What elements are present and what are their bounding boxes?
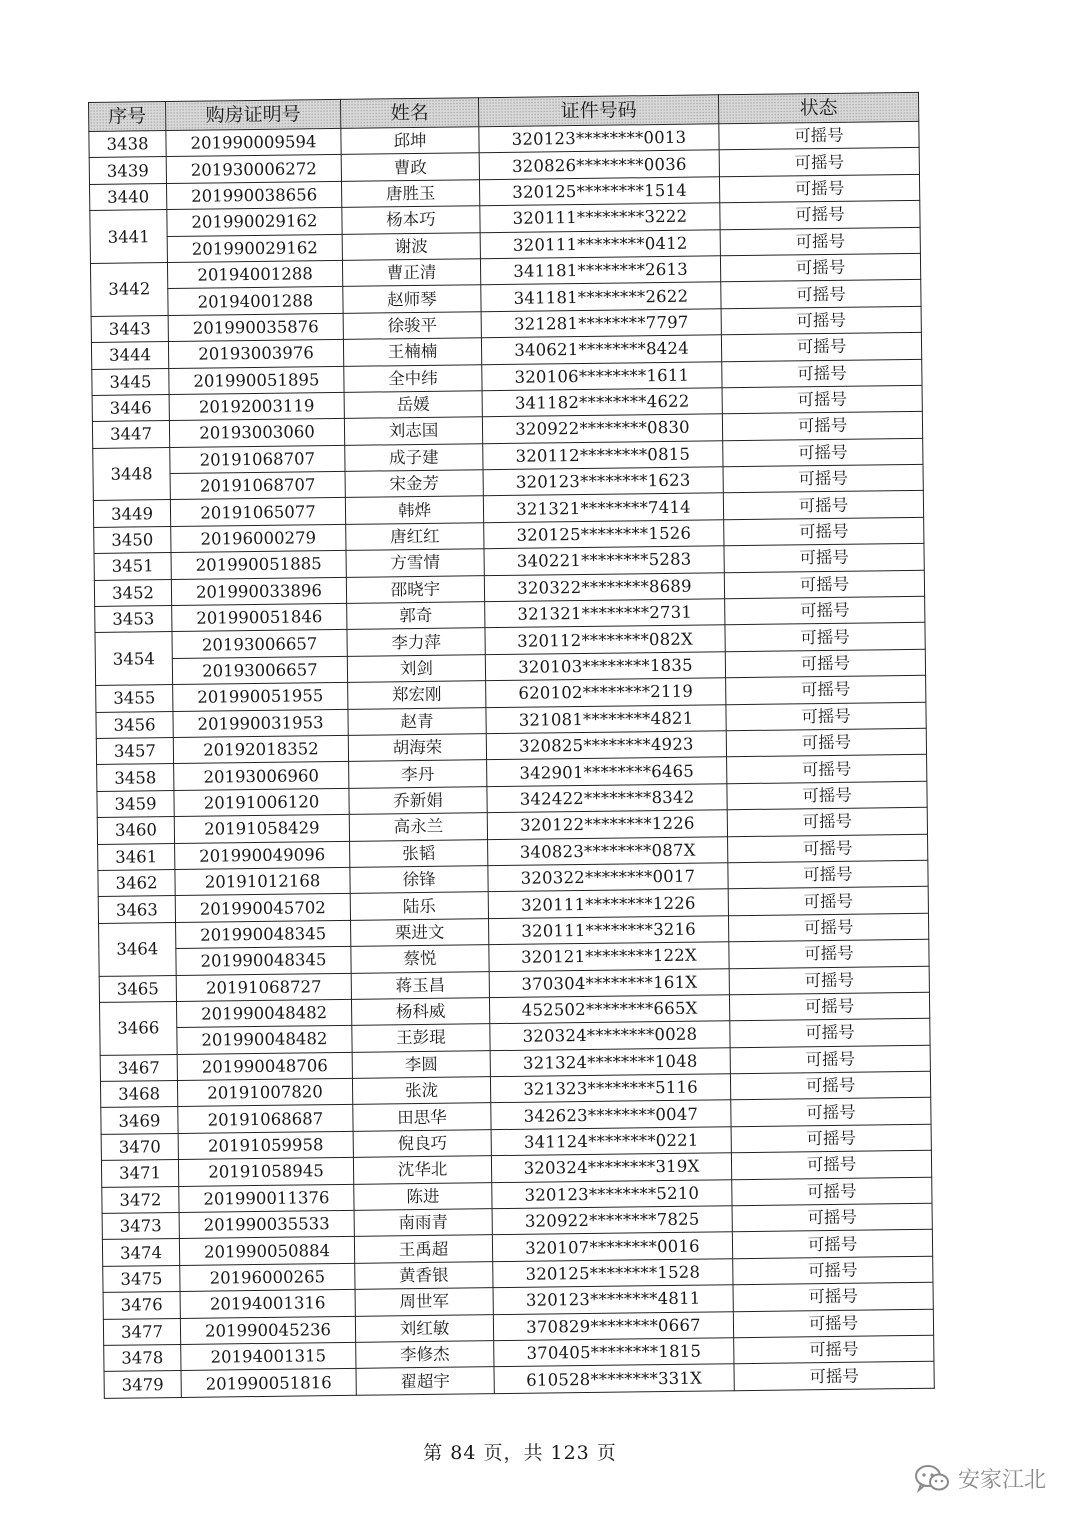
row-seq: 3451 [94, 553, 171, 580]
certificate-no-cell: 201990029162 [167, 208, 342, 237]
row-seq: 3450 [94, 526, 171, 553]
certificate-no-cell: 20191058945 [178, 1158, 353, 1187]
status-cell: 可摇号 [728, 913, 928, 942]
certificate-no-cell: 201990038656 [166, 181, 341, 210]
name-cell: 邱坤 [341, 127, 479, 155]
id-number-cell: 320123********0013 [479, 124, 719, 153]
row-seq: 3456 [96, 711, 173, 738]
certificate-no-cell: 201990035876 [168, 313, 343, 342]
certificate-no-cell: 20191007820 [177, 1078, 352, 1107]
status-cell: 可摇号 [734, 1335, 934, 1364]
certificate-no-cell: 20193006657 [172, 630, 347, 659]
row-seq: 3441 [90, 210, 168, 264]
row-seq: 3452 [94, 579, 171, 606]
status-cell: 可摇号 [721, 306, 921, 335]
status-cell: 可摇号 [729, 992, 929, 1021]
id-number-cell: 320123********4811 [493, 1285, 733, 1314]
status-cell: 可摇号 [734, 1362, 934, 1391]
name-cell: 李丹 [349, 760, 487, 788]
status-cell: 可摇号 [720, 201, 920, 230]
certificate-no-cell: 201990051955 [173, 683, 348, 712]
id-number-cell: 452502********665X [489, 995, 729, 1024]
name-cell: 唐胜玉 [341, 180, 479, 208]
name-cell: 刘剑 [347, 655, 485, 683]
name-cell: 周世军 [355, 1288, 493, 1316]
certificate-no-cell: 201990051895 [169, 366, 344, 395]
status-cell: 可摇号 [723, 438, 923, 467]
status-cell: 可摇号 [732, 1230, 932, 1259]
certificate-no-cell: 20192018352 [173, 735, 348, 764]
status-cell: 可摇号 [726, 702, 926, 731]
id-number-cell: 342422********8342 [487, 784, 727, 813]
name-cell: 乔新娟 [349, 786, 487, 814]
name-cell: 王楠楠 [343, 338, 481, 366]
certificate-no-cell: 201930006272 [166, 155, 341, 184]
name-cell: 翟超宇 [356, 1367, 494, 1395]
id-number-cell: 320125********1528 [493, 1259, 733, 1288]
certificate-no-cell: 20191006120 [174, 788, 349, 817]
status-cell: 可摇号 [733, 1256, 933, 1285]
name-cell: 曹政 [341, 153, 479, 181]
row-seq: 3474 [102, 1239, 179, 1266]
table-body [89, 121, 934, 1398]
id-number-cell: 320825********4923 [486, 731, 726, 760]
certificate-no-cell: 20191068707 [170, 445, 345, 474]
row-seq: 3477 [103, 1318, 180, 1345]
certificate-no-cell: 20194001316 [180, 1290, 355, 1319]
name-cell: 李圆 [352, 1050, 490, 1078]
id-number-cell: 320103********1835 [485, 652, 725, 681]
id-number-cell: 320322********0017 [488, 863, 728, 892]
status-cell: 可摇号 [726, 728, 926, 757]
name-cell: 刘志国 [344, 417, 482, 445]
status-cell: 可摇号 [719, 174, 919, 203]
row-seq: 3478 [104, 1344, 181, 1371]
row-seq: 3476 [103, 1292, 180, 1319]
name-cell: 全中纬 [344, 364, 482, 392]
name-cell: 倪良巧 [353, 1129, 491, 1157]
status-cell: 可摇号 [725, 649, 925, 678]
row-seq: 3479 [104, 1371, 181, 1398]
name-cell: 田思华 [353, 1103, 491, 1131]
certificate-no-cell: 201990031953 [173, 709, 348, 738]
certificate-no-cell: 201990029162 [167, 234, 342, 263]
name-cell: 郑宏刚 [348, 681, 486, 709]
row-seq: 3445 [92, 368, 169, 395]
status-cell: 可摇号 [732, 1203, 932, 1232]
row-seq: 3470 [101, 1133, 178, 1160]
name-cell: 陈进 [354, 1182, 492, 1210]
status-cell: 可摇号 [727, 781, 927, 810]
status-cell: 可摇号 [724, 570, 924, 599]
header-certificate-no: 购房证明号 [166, 99, 341, 130]
certificate-no-cell: 20194001288 [167, 260, 342, 289]
row-seq: 3453 [95, 606, 172, 633]
status-cell: 可摇号 [719, 121, 919, 150]
status-cell: 可摇号 [728, 887, 928, 916]
name-cell: 徐骏平 [343, 311, 481, 339]
name-cell: 张韬 [350, 839, 488, 867]
status-cell: 可摇号 [728, 834, 928, 863]
certificate-no-cell: 20192003119 [169, 392, 344, 421]
certificate-no-cell: 20193003060 [169, 419, 344, 448]
status-cell: 可摇号 [722, 385, 922, 414]
id-number-cell: 320106********1611 [482, 361, 722, 390]
row-seq: 3448 [93, 447, 171, 501]
certificate-no-cell: 20194001288 [168, 287, 343, 316]
name-cell: 胡海荣 [348, 734, 486, 762]
id-number-cell: 320125********1526 [484, 520, 724, 549]
id-number-cell: 620102********2119 [486, 678, 726, 707]
row-seq: 3444 [91, 342, 168, 369]
certificate-no-cell: 20191058429 [174, 815, 349, 844]
status-cell: 可摇号 [724, 544, 924, 573]
row-seq: 3438 [89, 131, 166, 158]
row-seq: 3446 [92, 394, 169, 421]
row-seq: 3440 [90, 183, 167, 210]
name-cell: 赵青 [348, 707, 486, 735]
row-seq: 3454 [95, 632, 173, 686]
id-number-cell: 320111********3216 [489, 915, 729, 944]
id-number-cell: 321321********7414 [483, 493, 723, 522]
certificate-no-cell: 20191065077 [170, 498, 345, 527]
status-cell: 可摇号 [726, 676, 926, 705]
name-cell: 沈华北 [353, 1156, 491, 1184]
certificate-no-cell: 201990051846 [172, 603, 347, 632]
status-cell: 可摇号 [721, 280, 921, 309]
id-number-cell: 320922********0830 [482, 414, 722, 443]
name-cell: 岳媛 [344, 391, 482, 419]
row-seq: 3455 [96, 685, 173, 712]
id-number-cell: 320107********0016 [492, 1232, 732, 1261]
watermark-text: 安家江北 [957, 1468, 1046, 1493]
name-cell: 杨科威 [351, 998, 489, 1026]
status-cell: 可摇号 [720, 253, 920, 282]
certificate-no-cell: 20191059958 [178, 1131, 353, 1160]
id-number-cell: 370304********161X [489, 968, 729, 997]
status-cell: 可摇号 [731, 1124, 931, 1153]
name-cell: 成子建 [345, 443, 483, 471]
name-cell: 陆乐 [350, 892, 488, 920]
id-number-cell: 340621********8424 [481, 335, 721, 364]
name-cell: 邵晓宇 [346, 575, 484, 603]
row-seq: 3468 [100, 1081, 177, 1108]
id-number-cell: 320125********1514 [479, 177, 719, 206]
row-seq: 3471 [101, 1160, 178, 1187]
row-seq: 3463 [98, 896, 175, 923]
id-number-cell: 320123********5210 [492, 1179, 732, 1208]
name-cell: 谢波 [342, 232, 480, 260]
name-cell: 李力萍 [347, 628, 485, 656]
row-seq: 3464 [99, 922, 177, 976]
name-cell: 赵师琴 [343, 285, 481, 313]
certificate-no-cell: 20193006657 [172, 656, 347, 685]
row-seq: 3447 [92, 421, 169, 448]
id-number-cell: 320111********3222 [480, 203, 720, 232]
certificate-no-cell: 201990045236 [180, 1316, 355, 1345]
certificate-no-cell: 20191068687 [178, 1105, 353, 1134]
status-cell: 可摇号 [730, 1045, 930, 1074]
status-cell: 可摇号 [732, 1177, 932, 1206]
id-number-cell: 320112********082X [485, 625, 725, 654]
status-cell: 可摇号 [724, 517, 924, 546]
status-cell: 可摇号 [722, 359, 922, 388]
id-number-cell: 320111********0412 [480, 229, 720, 258]
certificate-no-cell: 20196000279 [171, 524, 346, 553]
certificate-no-cell: 201990033896 [171, 577, 346, 606]
header-name: 姓名 [340, 98, 478, 129]
id-number-cell: 341181********2622 [481, 282, 721, 311]
status-cell: 可摇号 [722, 412, 922, 441]
status-cell: 可摇号 [731, 1151, 931, 1180]
certificate-no-cell: 201990051885 [171, 551, 346, 580]
id-number-cell: 320322********8689 [484, 572, 724, 601]
row-seq: 3457 [96, 737, 173, 764]
header-seq: 序号 [89, 102, 166, 132]
certificate-no-cell: 201990048706 [177, 1052, 352, 1081]
certificate-no-cell: 20191068707 [170, 471, 345, 500]
status-cell: 可摇号 [730, 1071, 930, 1100]
row-seq: 3466 [100, 1001, 178, 1055]
row-seq: 3473 [102, 1212, 179, 1239]
id-number-cell: 320122********1226 [487, 810, 727, 839]
certificate-no-cell: 20193006960 [174, 762, 349, 791]
certificate-no-cell: 20193003976 [168, 340, 343, 369]
id-number-cell: 340823********087X [488, 836, 728, 865]
status-cell: 可摇号 [723, 464, 923, 493]
certificate-no-cell: 201990011376 [179, 1184, 354, 1213]
name-cell: 韩烨 [345, 496, 483, 524]
status-cell: 可摇号 [720, 227, 920, 256]
name-cell: 南雨青 [354, 1209, 492, 1237]
name-cell: 郭奇 [347, 602, 485, 630]
status-cell: 可摇号 [727, 807, 927, 836]
name-cell: 黄香银 [355, 1261, 493, 1289]
header-status: 状态 [718, 92, 918, 123]
lottery-eligibility-table [88, 92, 935, 1399]
name-cell: 曹正清 [342, 259, 480, 287]
wechat-icon [914, 1464, 950, 1494]
certificate-no-cell: 201990035533 [179, 1210, 354, 1239]
certificate-no-cell: 201990050884 [179, 1237, 354, 1266]
id-number-cell: 321324********1048 [490, 1047, 730, 1076]
id-number-cell: 320123********1623 [483, 467, 723, 496]
status-cell: 可摇号 [728, 860, 928, 889]
certificate-no-cell: 201990009594 [166, 128, 341, 157]
status-cell: 可摇号 [719, 148, 919, 177]
name-cell: 王彭琨 [352, 1024, 490, 1052]
row-seq: 3469 [101, 1107, 178, 1134]
name-cell: 蒋玉昌 [351, 971, 489, 999]
certificate-no-cell: 20191068727 [176, 973, 351, 1002]
name-cell: 张泷 [352, 1077, 490, 1105]
id-number-cell: 320112********0815 [483, 440, 723, 469]
row-seq: 3465 [99, 975, 176, 1002]
status-cell: 可摇号 [733, 1309, 933, 1338]
row-seq: 3462 [98, 869, 175, 896]
certificate-no-cell: 20194001315 [181, 1342, 356, 1371]
row-seq: 3442 [90, 262, 168, 316]
id-number-cell: 321281********7797 [481, 309, 721, 338]
certificate-no-cell: 201990048482 [176, 999, 351, 1028]
status-cell: 可摇号 [733, 1282, 933, 1311]
status-cell: 可摇号 [729, 939, 929, 968]
certificate-no-cell: 201990048345 [176, 946, 351, 975]
name-cell: 方雪情 [346, 549, 484, 577]
id-number-cell: 342623********0047 [491, 1100, 731, 1129]
status-cell: 可摇号 [725, 596, 925, 625]
status-cell: 可摇号 [729, 966, 929, 995]
id-number-cell: 610528********331X [494, 1364, 734, 1393]
certificate-no-cell: 201990049096 [175, 841, 350, 870]
name-cell: 蔡悦 [351, 945, 489, 973]
id-number-cell: 320826********0036 [479, 150, 719, 179]
certificate-no-cell: 201990048345 [176, 920, 351, 949]
id-number-cell: 320121********122X [489, 942, 729, 971]
certificate-no-cell: 20196000265 [180, 1263, 355, 1292]
id-number-cell: 341181********2613 [480, 256, 720, 285]
id-number-cell: 320324********0028 [490, 1021, 730, 1050]
id-number-cell: 370405********1815 [494, 1338, 734, 1367]
id-number-cell: 342901********6465 [487, 757, 727, 786]
id-number-cell: 370829********0667 [493, 1311, 733, 1340]
id-number-cell: 320324********319X [491, 1153, 731, 1182]
name-cell: 唐红红 [346, 523, 484, 551]
status-cell: 可摇号 [721, 332, 921, 361]
name-cell: 高永兰 [349, 813, 487, 841]
status-cell: 可摇号 [730, 1019, 930, 1048]
id-number-cell: 320922********7825 [492, 1206, 732, 1235]
name-cell: 李修杰 [356, 1341, 494, 1369]
certificate-no-cell: 20191012168 [175, 867, 350, 896]
id-number-cell: 341182********4622 [482, 388, 722, 417]
status-cell: 可摇号 [731, 1098, 931, 1127]
name-cell: 栗进文 [351, 918, 489, 946]
status-cell: 可摇号 [727, 755, 927, 784]
row-seq: 3461 [98, 843, 175, 870]
certificate-no-cell: 201990051816 [181, 1369, 356, 1398]
name-cell: 王禹超 [354, 1235, 492, 1263]
header-id-number: 证件号码 [478, 95, 718, 127]
row-seq: 3439 [89, 157, 166, 184]
row-seq: 3458 [97, 764, 174, 791]
id-number-cell: 341124********0221 [491, 1127, 731, 1156]
row-seq: 3443 [91, 315, 168, 342]
id-number-cell: 320111********1226 [488, 889, 728, 918]
id-number-cell: 321081********4821 [486, 704, 726, 733]
name-cell: 宋金芳 [345, 470, 483, 498]
name-cell: 杨本巧 [342, 206, 480, 234]
name-cell: 刘红敏 [355, 1314, 493, 1342]
name-cell: 徐锋 [350, 866, 488, 894]
page-number: 第 84 页，共 123 页 [423, 1442, 617, 1464]
certificate-no-cell: 201990045702 [175, 894, 350, 923]
row-seq: 3475 [103, 1265, 180, 1292]
row-seq: 3460 [97, 817, 174, 844]
id-number-cell: 321323********5116 [490, 1074, 730, 1103]
row-seq: 3467 [100, 1054, 177, 1081]
id-number-cell: 340221********5283 [484, 546, 724, 575]
row-seq: 3472 [102, 1186, 179, 1213]
certificate-no-cell: 201990048482 [177, 1026, 352, 1055]
source-watermark [914, 1463, 1046, 1494]
status-cell: 可摇号 [725, 623, 925, 652]
id-number-cell: 321321********2731 [485, 599, 725, 628]
row-seq: 3459 [97, 790, 174, 817]
row-seq: 3449 [93, 500, 170, 527]
status-cell: 可摇号 [723, 491, 923, 520]
